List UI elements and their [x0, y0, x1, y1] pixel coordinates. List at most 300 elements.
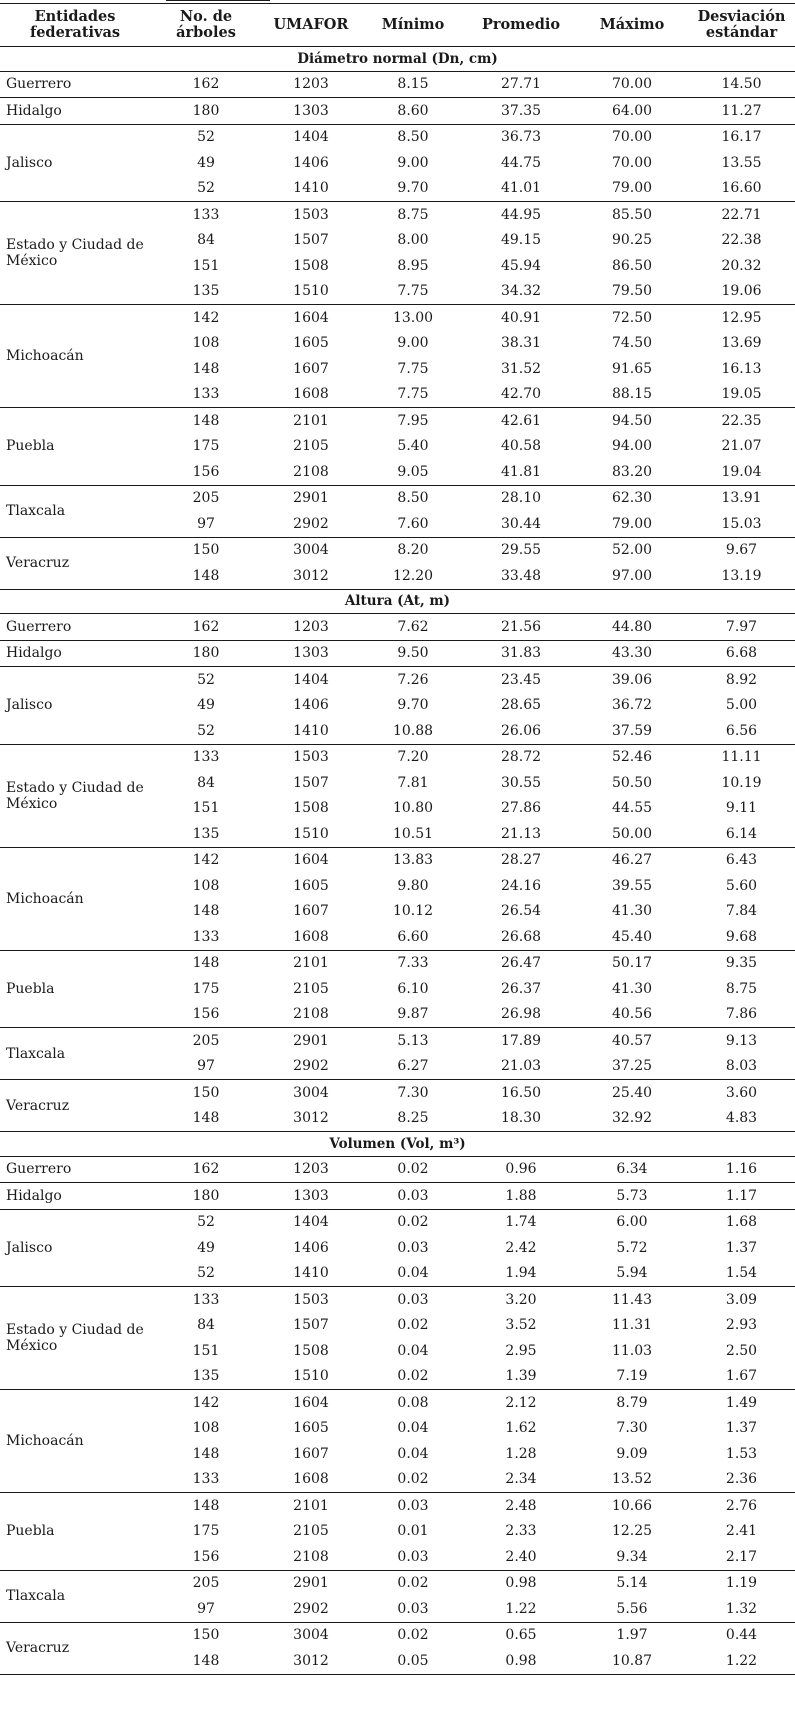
min-cell: 6.27	[360, 1054, 466, 1080]
mean-cell: 28.65	[500, 697, 542, 714]
umafor-cell: 1605	[293, 335, 329, 352]
sd-cell: 1.37	[725, 1420, 758, 1437]
table-row	[0, 950, 795, 976]
mean-cell: 2.42	[505, 1239, 537, 1256]
trees-cell: 135	[150, 279, 262, 305]
min-cell: 7.95	[397, 412, 429, 429]
entity-cell: Tlaxcala	[0, 1570, 150, 1622]
section-title: Volumen (Vol, m³)	[0, 1132, 795, 1157]
section-header-row	[0, 47, 795, 72]
min-cell: 0.01	[397, 1523, 429, 1540]
max-cell: 5.94	[576, 1261, 688, 1287]
entity-cell: Puebla	[0, 408, 150, 486]
min-cell: 12.20	[360, 563, 466, 589]
header-umafor: UMAFOR	[262, 4, 360, 47]
max-cell: 46.27	[611, 852, 653, 869]
umafor-cell: 1203	[262, 71, 360, 98]
trees-cell: 148	[192, 955, 220, 972]
sd-cell: 9.67	[725, 542, 758, 559]
min-cell: 7.30	[397, 1084, 429, 1101]
min-cell: 0.03	[397, 1239, 429, 1256]
mean-cell: 18.30	[466, 1106, 576, 1132]
max-cell: 11.03	[611, 1342, 653, 1359]
max-cell: 85.50	[611, 206, 653, 223]
max-cell: 62.30	[611, 490, 653, 507]
mean-cell: 30.44	[466, 511, 576, 537]
sd-cell: 4.83	[688, 1106, 795, 1132]
trees-cell: 156	[150, 1002, 262, 1028]
table-row	[0, 667, 795, 693]
entity-cell: Hidalgo	[0, 640, 150, 667]
entity-cell: Michoacán	[0, 847, 150, 950]
trees-cell: 49	[197, 154, 215, 171]
mean-cell: 44.95	[500, 206, 542, 223]
mean-cell: 28.27	[500, 852, 542, 869]
mean-cell: 31.83	[466, 640, 576, 667]
trees-cell: 205	[192, 1032, 220, 1049]
mean-cell: 31.52	[500, 360, 542, 377]
table-header	[0, 4, 795, 47]
umafor-cell: 1604	[293, 852, 329, 869]
min-cell: 13.00	[392, 309, 434, 326]
sd-cell: 2.36	[688, 1467, 795, 1493]
sd-cell: 1.37	[725, 1239, 758, 1256]
sd-cell: 16.60	[688, 176, 795, 202]
min-cell: 0.04	[397, 1420, 429, 1437]
mean-cell: 26.47	[500, 955, 542, 972]
umafor-cell: 3004	[293, 1084, 329, 1101]
umafor-cell: 3012	[262, 1648, 360, 1674]
umafor-cell: 1406	[293, 697, 329, 714]
umafor-cell: 1604	[293, 309, 329, 326]
sd-cell: 15.03	[688, 511, 795, 537]
trees-cell: 142	[192, 852, 220, 869]
table-row	[0, 1287, 795, 1313]
max-cell: 11.31	[611, 1317, 653, 1334]
table-row	[0, 537, 795, 563]
max-cell: 6.00	[616, 1214, 648, 1231]
entity-cell: Veracruz	[0, 1622, 150, 1674]
table-body	[0, 47, 795, 1675]
sd-cell: 1.19	[725, 1575, 758, 1592]
trees-cell: 133	[192, 1291, 220, 1308]
table-row	[0, 1028, 795, 1054]
mean-cell: 26.06	[466, 718, 576, 744]
umafor-cell: 1508	[293, 257, 329, 274]
min-cell: 8.25	[360, 1106, 466, 1132]
max-cell: 44.55	[611, 800, 653, 817]
umafor-cell: 2108	[262, 1002, 360, 1028]
mean-cell: 1.88	[466, 1183, 576, 1210]
umafor-cell: 1404	[293, 129, 329, 146]
sd-cell: 8.75	[725, 980, 758, 997]
sd-cell: 1.67	[688, 1364, 795, 1390]
sd-cell: 2.41	[725, 1523, 758, 1540]
umafor-cell: 1507	[293, 774, 329, 791]
section-header-row	[0, 589, 795, 614]
max-cell: 94.00	[611, 438, 653, 455]
max-cell: 45.40	[576, 924, 688, 950]
min-cell: 7.75	[397, 360, 429, 377]
min-cell: 6.60	[360, 924, 466, 950]
umafor-cell: 1503	[293, 1291, 329, 1308]
trees-cell: 133	[192, 749, 220, 766]
sd-cell: 6.68	[688, 640, 795, 667]
mean-cell: 26.54	[500, 903, 542, 920]
mean-cell: 1.39	[466, 1364, 576, 1390]
min-cell: 9.00	[397, 335, 429, 352]
mean-cell: 0.98	[505, 1575, 537, 1592]
trees-cell: 151	[192, 1342, 220, 1359]
min-cell: 7.75	[360, 382, 466, 408]
sd-cell: 13.19	[688, 563, 795, 589]
min-cell: 8.60	[360, 98, 466, 125]
max-cell: 88.15	[576, 382, 688, 408]
max-cell: 11.43	[611, 1291, 653, 1308]
umafor-cell: 1607	[293, 903, 329, 920]
max-cell: 74.50	[611, 335, 653, 352]
trees-cell: 52	[150, 718, 262, 744]
trees-cell: 133	[192, 206, 220, 223]
mean-cell: 23.45	[500, 671, 542, 688]
min-cell: 0.03	[397, 1497, 429, 1514]
trees-cell: 108	[192, 1420, 220, 1437]
sd-cell: 19.04	[688, 459, 795, 485]
mean-cell: 27.71	[466, 71, 576, 98]
umafor-cell: 2902	[262, 511, 360, 537]
mean-cell: 40.91	[500, 309, 542, 326]
mean-cell: 17.89	[500, 1032, 542, 1049]
trees-cell: 84	[197, 232, 215, 249]
max-cell: 10.87	[576, 1648, 688, 1674]
trees-cell: 97	[150, 1596, 262, 1622]
trees-cell: 175	[192, 438, 220, 455]
mean-cell: 41.81	[466, 459, 576, 485]
header-maximo: Máximo	[576, 4, 688, 47]
sd-cell: 1.53	[725, 1445, 758, 1462]
trees-cell: 148	[150, 1106, 262, 1132]
table-row	[0, 1622, 795, 1648]
max-cell: 83.20	[576, 459, 688, 485]
sd-cell: 8.03	[688, 1054, 795, 1080]
mean-cell: 38.31	[500, 335, 542, 352]
sd-cell: 19.06	[688, 279, 795, 305]
min-cell: 5.13	[397, 1032, 429, 1049]
mean-cell: 40.58	[500, 438, 542, 455]
umafor-cell: 1203	[262, 614, 360, 641]
trees-cell: 175	[192, 980, 220, 997]
trees-cell: 84	[197, 1317, 215, 1334]
mean-cell: 0.96	[466, 1156, 576, 1183]
sd-cell: 9.35	[725, 955, 758, 972]
entity-cell: Tlaxcala	[0, 1028, 150, 1080]
section-title: Diámetro normal (Dn, cm)	[0, 47, 795, 72]
max-cell: 52.46	[611, 749, 653, 766]
max-cell: 12.25	[611, 1523, 653, 1540]
min-cell: 0.02	[397, 1214, 429, 1231]
top-rule	[166, 0, 270, 1]
sd-cell: 6.43	[725, 852, 758, 869]
entity-cell: Veracruz	[0, 537, 150, 589]
min-cell: 5.40	[397, 438, 429, 455]
min-cell: 8.75	[397, 206, 429, 223]
umafor-cell: 2901	[293, 1032, 329, 1049]
umafor-cell: 1503	[293, 206, 329, 223]
sd-cell: 1.22	[688, 1648, 795, 1674]
min-cell: 10.12	[392, 903, 434, 920]
sd-cell: 2.76	[725, 1497, 758, 1514]
min-cell: 0.03	[397, 1291, 429, 1308]
table-row	[0, 614, 795, 641]
mean-cell: 2.95	[505, 1342, 537, 1359]
table-row	[0, 847, 795, 873]
umafor-cell: 2101	[293, 955, 329, 972]
min-cell: 7.62	[360, 614, 466, 641]
sd-cell: 11.11	[721, 749, 762, 766]
sd-cell: 19.05	[688, 382, 795, 408]
sd-cell: 9.68	[688, 924, 795, 950]
umafor-cell: 3004	[293, 1627, 329, 1644]
umafor-cell: 2901	[293, 1575, 329, 1592]
sd-cell: 9.11	[725, 800, 758, 817]
mean-cell: 21.56	[466, 614, 576, 641]
min-cell: 0.02	[397, 1317, 429, 1334]
max-cell: 79.00	[576, 176, 688, 202]
mean-cell: 2.48	[505, 1497, 537, 1514]
entity-cell: Michoacán	[0, 305, 150, 408]
trees-cell: 52	[197, 671, 215, 688]
table-row	[0, 98, 795, 125]
umafor-cell: 1404	[293, 671, 329, 688]
umafor-cell: 1510	[262, 279, 360, 305]
sd-cell: 22.38	[721, 232, 762, 249]
sd-cell: 1.54	[688, 1261, 795, 1287]
sd-cell: 14.50	[688, 71, 795, 98]
max-cell: 5.72	[616, 1239, 648, 1256]
max-cell: 79.50	[576, 279, 688, 305]
umafor-cell: 1508	[293, 800, 329, 817]
max-cell: 9.09	[616, 1445, 648, 1462]
sd-cell: 7.97	[688, 614, 795, 641]
max-cell: 91.65	[611, 360, 653, 377]
max-cell: 5.56	[576, 1596, 688, 1622]
sd-cell: 5.60	[725, 877, 758, 894]
sd-cell: 21.07	[721, 438, 762, 455]
sd-cell: 6.14	[688, 821, 795, 847]
trees-cell: 142	[192, 1394, 220, 1411]
trees-cell: 49	[197, 1239, 215, 1256]
trees-cell: 97	[150, 511, 262, 537]
mean-cell: 36.73	[500, 129, 542, 146]
sd-cell: 8.92	[725, 671, 758, 688]
umafor-cell: 2901	[293, 490, 329, 507]
sd-cell: 22.35	[721, 412, 762, 429]
table-row	[0, 1493, 795, 1519]
mean-cell: 16.50	[500, 1084, 542, 1101]
max-cell: 10.66	[611, 1497, 653, 1514]
trees-cell: 148	[150, 563, 262, 589]
mean-cell: 1.28	[505, 1445, 537, 1462]
trees-cell: 175	[192, 1523, 220, 1540]
min-cell: 0.04	[397, 1445, 429, 1462]
trees-cell: 180	[150, 1183, 262, 1210]
umafor-cell: 1406	[293, 154, 329, 171]
table-row	[0, 1570, 795, 1596]
min-cell: 0.02	[397, 1575, 429, 1592]
sd-cell: 16.13	[721, 360, 762, 377]
umafor-cell: 1508	[293, 1342, 329, 1359]
min-cell: 8.00	[397, 232, 429, 249]
table-row	[0, 408, 795, 434]
mean-cell: 1.94	[466, 1261, 576, 1287]
trees-cell: 97	[150, 1054, 262, 1080]
trees-cell: 205	[192, 1575, 220, 1592]
trees-cell: 52	[197, 129, 215, 146]
min-cell: 9.05	[360, 459, 466, 485]
min-cell: 0.02	[360, 1467, 466, 1493]
mean-cell: 33.48	[466, 563, 576, 589]
entity-cell: Jalisco	[0, 667, 150, 745]
entity-cell: Hidalgo	[0, 98, 150, 125]
table-row	[0, 124, 795, 150]
sd-cell: 20.32	[721, 257, 762, 274]
max-cell: 94.50	[611, 412, 653, 429]
min-cell: 7.60	[360, 511, 466, 537]
min-cell: 0.02	[397, 1627, 429, 1644]
mean-cell: 1.22	[466, 1596, 576, 1622]
sd-cell: 1.68	[725, 1214, 758, 1231]
umafor-cell: 1406	[293, 1239, 329, 1256]
trees-cell: 52	[197, 1214, 215, 1231]
umafor-cell: 1605	[293, 1420, 329, 1437]
trees-cell: 148	[192, 412, 220, 429]
sd-cell: 13.91	[721, 490, 762, 507]
min-cell: 0.05	[360, 1648, 466, 1674]
min-cell: 7.75	[360, 279, 466, 305]
min-cell: 9.50	[360, 640, 466, 667]
max-cell: 40.57	[611, 1032, 653, 1049]
mean-cell: 42.61	[500, 412, 542, 429]
max-cell: 50.50	[611, 774, 653, 791]
umafor-cell: 1510	[262, 1364, 360, 1390]
entity-cell: Michoacán	[0, 1390, 150, 1493]
umafor-cell: 1608	[262, 1467, 360, 1493]
max-cell: 39.55	[611, 877, 653, 894]
trees-cell: 150	[192, 542, 220, 559]
umafor-cell: 1510	[262, 821, 360, 847]
min-cell: 7.81	[397, 774, 429, 791]
min-cell: 10.80	[392, 800, 434, 817]
umafor-cell: 3004	[293, 542, 329, 559]
min-cell: 10.51	[360, 821, 466, 847]
min-cell: 9.70	[360, 176, 466, 202]
max-cell: 13.52	[576, 1467, 688, 1493]
min-cell: 8.95	[397, 257, 429, 274]
umafor-cell: 1604	[293, 1394, 329, 1411]
sd-cell: 12.95	[721, 309, 762, 326]
section-title: Altura (At, m)	[0, 589, 795, 614]
max-cell: 72.50	[611, 309, 653, 326]
table-row	[0, 1209, 795, 1235]
trees-cell: 162	[150, 1156, 262, 1183]
table-row	[0, 1183, 795, 1210]
max-cell: 8.79	[616, 1394, 648, 1411]
trees-cell: 150	[192, 1627, 220, 1644]
max-cell: 79.00	[576, 511, 688, 537]
trees-cell: 148	[192, 903, 220, 920]
trees-cell: 162	[150, 614, 262, 641]
mean-cell: 29.55	[500, 542, 542, 559]
max-cell: 97.00	[576, 563, 688, 589]
sd-cell: 7.84	[725, 903, 758, 920]
sd-cell: 9.13	[725, 1032, 758, 1049]
mean-cell: 26.98	[466, 1002, 576, 1028]
umafor-cell: 1410	[262, 718, 360, 744]
max-cell: 50.17	[611, 955, 653, 972]
umafor-cell: 1607	[293, 1445, 329, 1462]
mean-cell: 45.94	[500, 257, 542, 274]
umafor-cell: 2902	[262, 1596, 360, 1622]
umafor-cell: 3012	[262, 563, 360, 589]
max-cell: 70.00	[611, 154, 653, 171]
header-promedio: Promedio	[466, 4, 576, 47]
table-row	[0, 1156, 795, 1183]
min-cell: 8.50	[397, 490, 429, 507]
entity-cell: Veracruz	[0, 1080, 150, 1132]
mean-cell: 2.33	[505, 1523, 537, 1540]
max-cell: 41.30	[611, 903, 653, 920]
mean-cell: 2.12	[505, 1394, 537, 1411]
sd-cell: 10.19	[721, 774, 762, 791]
min-cell: 9.87	[360, 1002, 466, 1028]
umafor-cell: 2108	[262, 459, 360, 485]
trees-cell: 135	[150, 1364, 262, 1390]
trees-cell: 49	[197, 697, 215, 714]
sd-cell: 1.17	[688, 1183, 795, 1210]
mean-cell: 26.37	[500, 980, 542, 997]
mean-cell: 3.20	[505, 1291, 537, 1308]
max-cell: 1.97	[616, 1627, 648, 1644]
min-cell: 0.03	[360, 1544, 466, 1570]
umafor-cell: 2105	[293, 1523, 329, 1540]
mean-cell: 28.72	[500, 749, 542, 766]
max-cell: 52.00	[611, 542, 653, 559]
mean-cell: 3.52	[505, 1317, 537, 1334]
trees-cell: 148	[192, 1445, 220, 1462]
umafor-cell: 2108	[262, 1544, 360, 1570]
max-cell: 32.92	[576, 1106, 688, 1132]
header-no-arboles: No. de árboles	[150, 4, 262, 47]
max-cell: 6.34	[576, 1156, 688, 1183]
max-cell: 40.56	[576, 1002, 688, 1028]
min-cell: 0.02	[360, 1364, 466, 1390]
min-cell: 13.83	[392, 852, 434, 869]
mean-cell: 26.68	[466, 924, 576, 950]
header-row	[0, 4, 795, 47]
trees-cell: 52	[150, 176, 262, 202]
sd-cell: 0.44	[725, 1627, 758, 1644]
max-cell: 9.34	[576, 1544, 688, 1570]
max-cell: 44.80	[576, 614, 688, 641]
header-desviacion: Desviación estándar	[688, 4, 795, 47]
table-row	[0, 1080, 795, 1106]
umafor-cell: 1410	[262, 1261, 360, 1287]
sd-cell: 6.56	[688, 718, 795, 744]
mean-cell: 0.98	[466, 1648, 576, 1674]
max-cell: 25.40	[611, 1084, 653, 1101]
min-cell: 10.88	[360, 718, 466, 744]
entity-cell: Tlaxcala	[0, 485, 150, 537]
